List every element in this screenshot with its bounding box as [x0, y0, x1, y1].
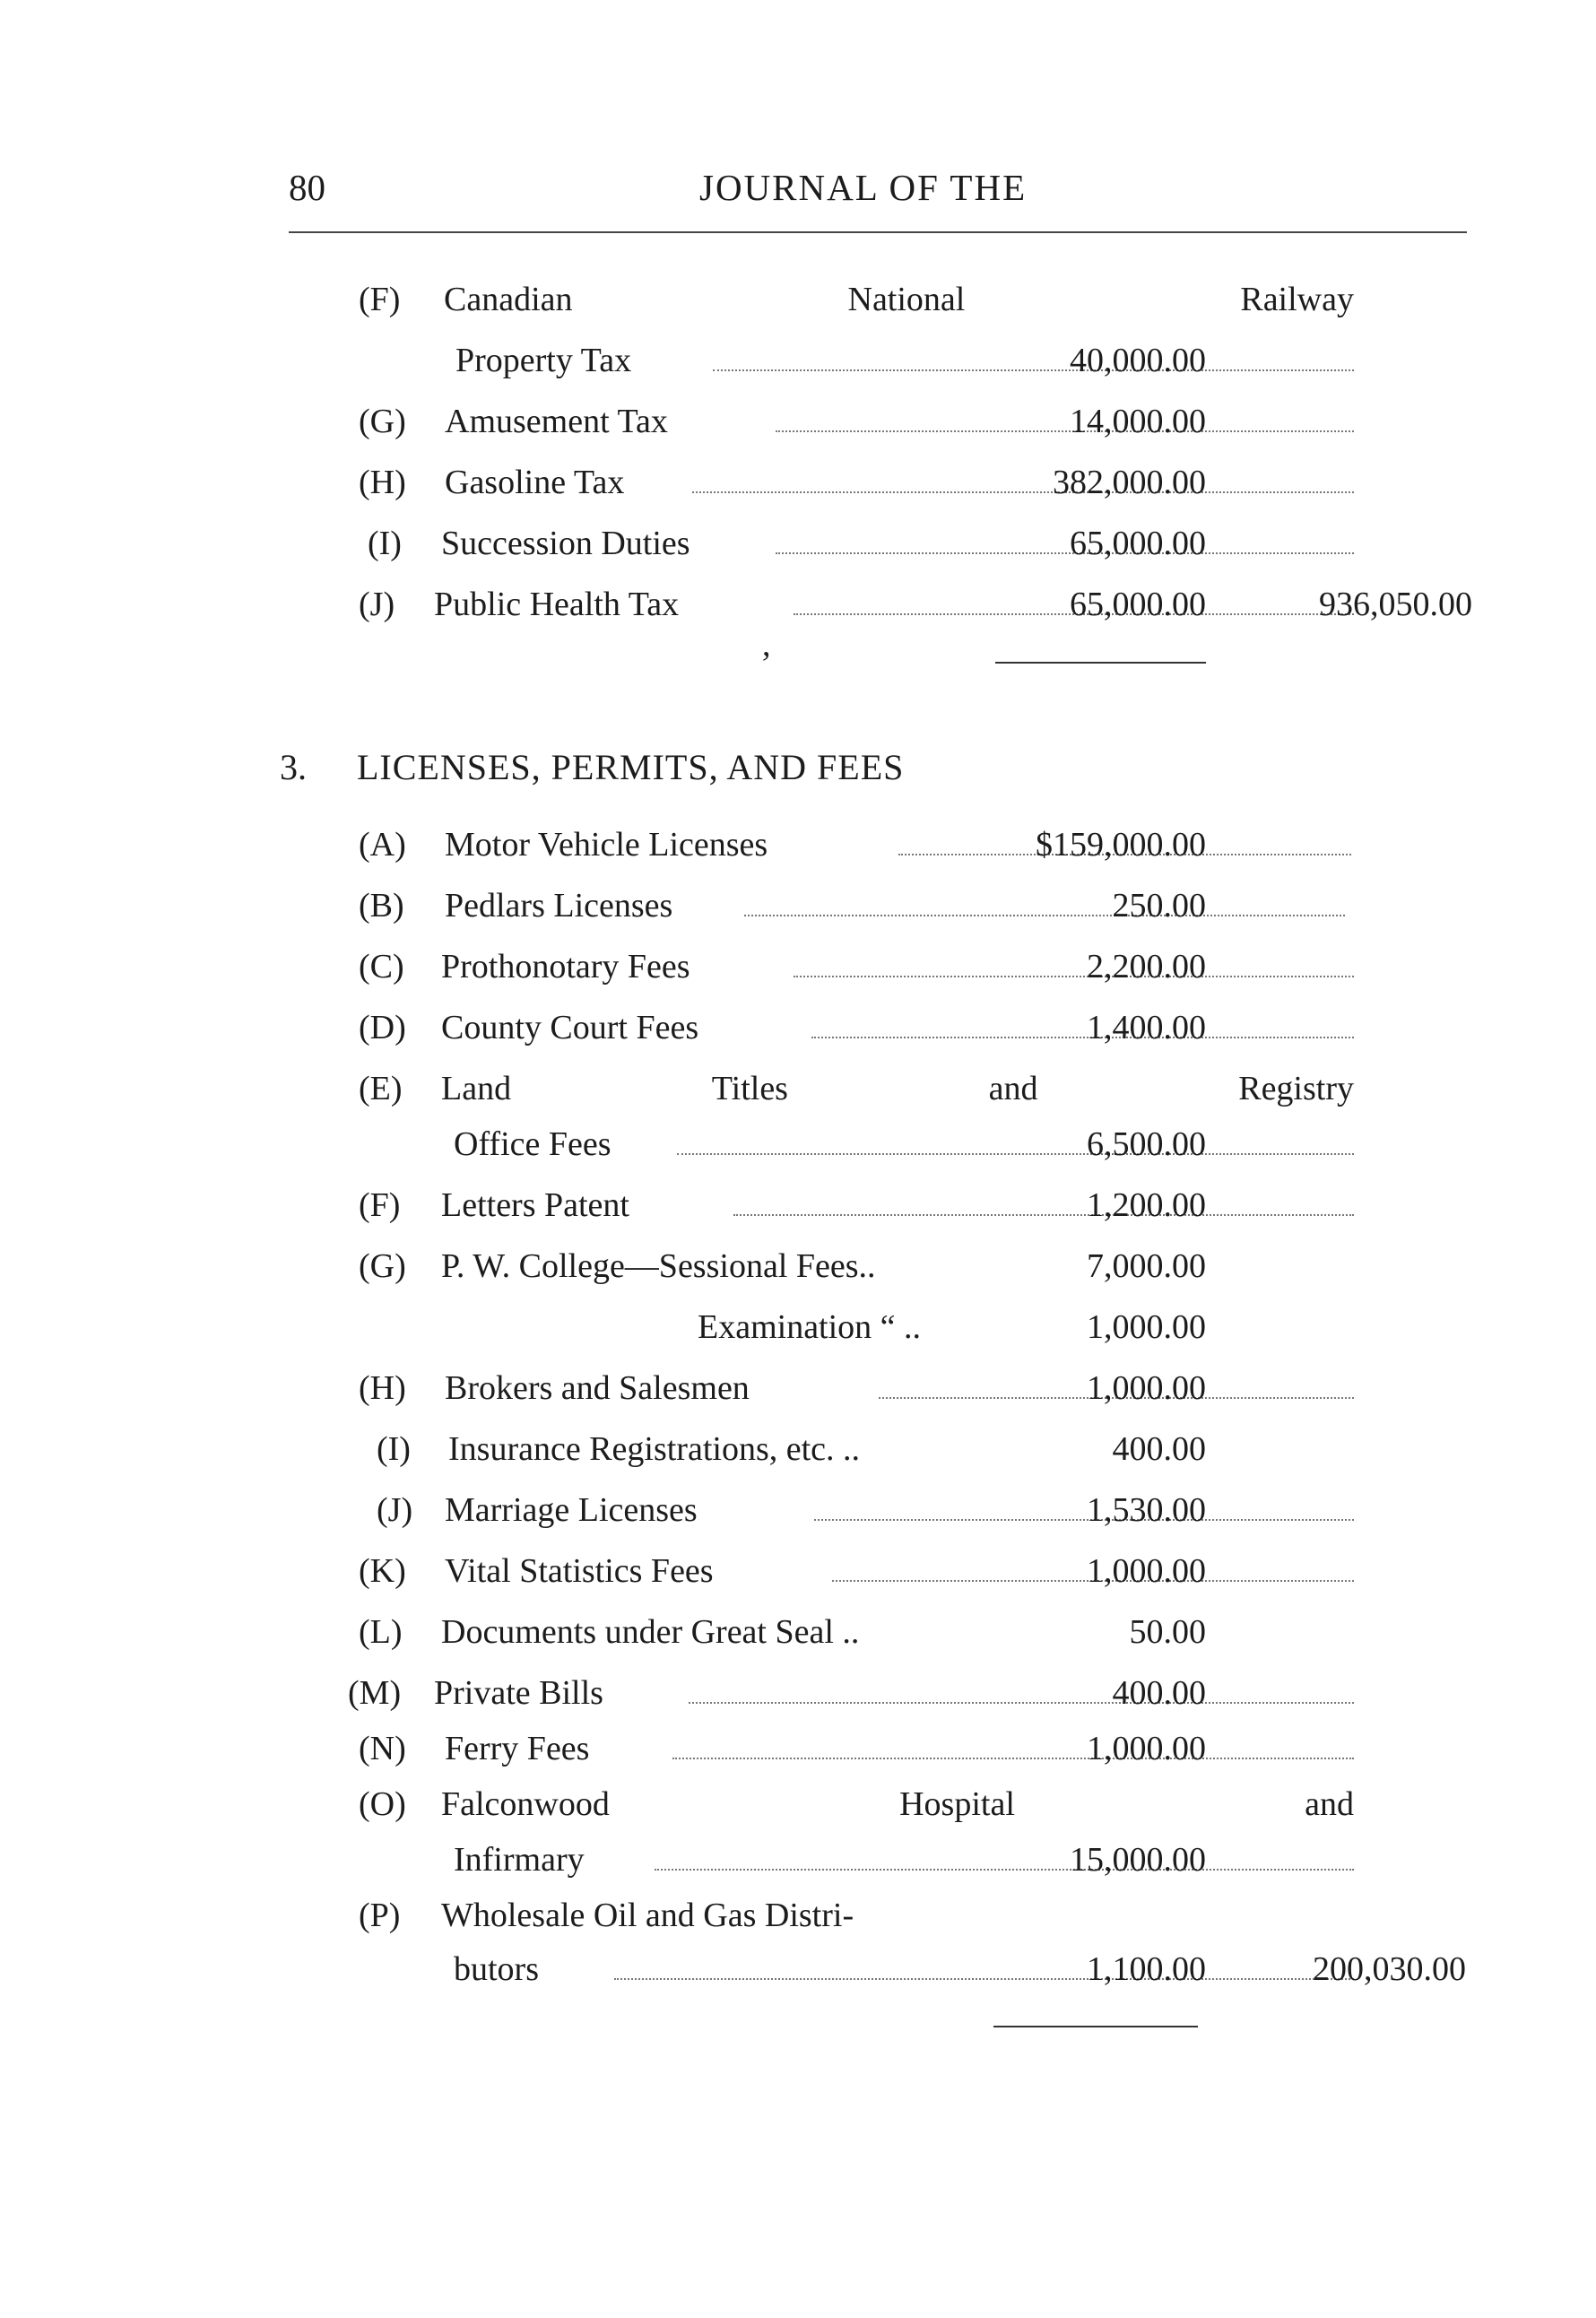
- license-item-e: [359, 1067, 1354, 1110]
- leader-dots: [744, 915, 1345, 916]
- item-description: County Court Fees: [441, 1009, 699, 1046]
- license-item-c: [359, 945, 1206, 988]
- item-label: (J): [359, 586, 395, 623]
- license-item-p: [359, 1894, 1206, 1937]
- item-description: Office Fees: [454, 1125, 612, 1163]
- item-amount: $159,000.00: [1036, 826, 1206, 864]
- section-total: 200,030.00: [1313, 1950, 1466, 1988]
- tax-item-g: [359, 400, 1206, 443]
- item-amount: 6,500.00: [1087, 1125, 1206, 1163]
- item-label: (I): [377, 1430, 411, 1468]
- item-amount: 1,000.00: [1087, 1308, 1206, 1346]
- license-item-n: [359, 1727, 1206, 1770]
- description-word: Land: [441, 1070, 512, 1107]
- item-label: (F): [359, 1186, 401, 1224]
- tax-item-f: [359, 278, 1354, 321]
- item-description: Motor Vehicle Licenses: [445, 826, 768, 864]
- description-word: Falconwood: [441, 1785, 610, 1823]
- item-amount: 1,000.00: [1087, 1730, 1206, 1767]
- item-label: (P): [359, 1897, 401, 1934]
- item-label: (O): [359, 1785, 406, 1823]
- leader-dots: [689, 1702, 1354, 1704]
- item-amount: 1,000.00: [1087, 1369, 1206, 1407]
- item-label: (B): [359, 887, 404, 925]
- item-amount: 250.00: [1112, 887, 1206, 925]
- item-description: Pedlars Licenses: [445, 887, 673, 925]
- item-description: Documents under Great Seal ..: [441, 1613, 860, 1651]
- license-item-m: [348, 1671, 1206, 1715]
- item-amount: 400.00: [1112, 1430, 1206, 1468]
- item-description: Private Bills: [434, 1674, 603, 1712]
- leader-dots: [814, 1519, 1354, 1521]
- description-word: Registry: [1238, 1070, 1354, 1107]
- license-item-b: [359, 884, 1206, 927]
- item-label: (G): [359, 403, 406, 440]
- item-amount: 65,000.00: [1070, 525, 1206, 562]
- item-description: Brokers and Salesmen: [445, 1369, 750, 1407]
- license-item-o-cont: [359, 1838, 1206, 1881]
- item-description: P. W. College—Sessional Fees..: [441, 1247, 876, 1285]
- item-description: Examination “ ..: [698, 1308, 922, 1346]
- item-label: (F): [359, 281, 401, 318]
- item-amount: 50.00: [1129, 1613, 1206, 1651]
- item-description: Vital Statistics Fees: [445, 1552, 714, 1590]
- item-description-line-1: [444, 278, 1354, 321]
- leader-dots: [794, 976, 1354, 977]
- license-item-a: [359, 823, 1206, 866]
- leader-dots: [811, 1037, 1354, 1038]
- item-description: Succession Duties: [441, 525, 690, 562]
- license-item-d: [359, 1006, 1206, 1049]
- item-amount: 15,000.00: [1070, 1841, 1206, 1879]
- item-label: (L): [359, 1613, 403, 1651]
- description-word: and: [988, 1070, 1038, 1107]
- running-head: JOURNAL OF THE: [699, 167, 1028, 208]
- section-number: 3.: [280, 747, 307, 787]
- description-word: Canadian: [444, 281, 573, 318]
- stray-comma: ,: [762, 626, 771, 664]
- item-description: Ferry Fees: [445, 1730, 590, 1767]
- item-label: (J): [377, 1491, 413, 1529]
- license-item-e-cont: [359, 1123, 1206, 1166]
- item-label: (E): [359, 1070, 403, 1107]
- item-description-line-1: [441, 1783, 1354, 1826]
- item-label: (H): [359, 464, 406, 501]
- item-amount: 1,400.00: [1087, 1009, 1206, 1046]
- license-item-j: [359, 1489, 1206, 1532]
- item-description: Gasoline Tax: [445, 464, 625, 501]
- leader-dots: [776, 430, 1354, 432]
- item-description: Prothonotary Fees: [441, 948, 690, 985]
- subtotal-rule: [995, 662, 1206, 664]
- item-amount: 14,000.00: [1070, 403, 1206, 440]
- license-item-l: [359, 1610, 1206, 1654]
- leader-dots: [672, 1758, 1354, 1759]
- item-description: Infirmary: [454, 1841, 585, 1879]
- page-number: 80: [289, 167, 325, 208]
- leader-dots: [776, 552, 1354, 554]
- item-amount: 1,200.00: [1087, 1186, 1206, 1224]
- license-item-k: [359, 1550, 1206, 1593]
- section-title: LICENSES, PERMITS, AND FEES: [357, 747, 905, 787]
- description-word: Titles: [711, 1070, 788, 1107]
- item-description: Public Health Tax: [434, 586, 680, 623]
- item-amount: 65,000.00: [1070, 586, 1206, 623]
- description-word: Hospital: [899, 1785, 1015, 1823]
- license-item-i: [359, 1428, 1206, 1471]
- description-word: National: [847, 281, 966, 318]
- item-description: Amusement Tax: [445, 403, 668, 440]
- description-word: and: [1305, 1785, 1354, 1823]
- license-item-f: [359, 1184, 1206, 1227]
- item-description: Wholesale Oil and Gas Distri-: [441, 1897, 854, 1934]
- license-item-o: [359, 1783, 1354, 1826]
- license-item-g: [359, 1245, 1206, 1288]
- item-label: (C): [359, 948, 404, 985]
- item-description: Insurance Registrations, etc. ..: [448, 1430, 861, 1468]
- leader-dots: [713, 369, 1354, 371]
- item-amount: 7,000.00: [1087, 1247, 1206, 1285]
- subtotal-rule: [993, 2026, 1198, 2027]
- tax-item-f-cont: [359, 339, 1206, 382]
- item-description: Letters Patent: [441, 1186, 629, 1224]
- item-description: Property Tax: [455, 342, 632, 379]
- item-label: (G): [359, 1247, 406, 1285]
- item-label: (K): [359, 1552, 406, 1590]
- tax-item-h: [359, 461, 1206, 504]
- item-label: (M): [348, 1674, 402, 1712]
- item-label: (A): [359, 826, 406, 864]
- item-label: (N): [359, 1730, 406, 1767]
- section-total: 936,050.00: [1319, 586, 1472, 623]
- license-item-g-2: [359, 1306, 1206, 1349]
- leader-dots: [677, 1153, 1354, 1155]
- license-item-p-cont: [359, 1948, 1206, 1991]
- item-label: (H): [359, 1369, 406, 1407]
- item-description: Marriage Licenses: [445, 1491, 698, 1529]
- item-amount: 1,530.00: [1087, 1491, 1206, 1529]
- leader-dots: [733, 1214, 1354, 1216]
- tax-item-j: [359, 583, 1206, 626]
- description-word: Railway: [1240, 281, 1354, 318]
- item-description-line-1: [441, 1067, 1354, 1110]
- leader-dots: [655, 1869, 1354, 1871]
- header-rule: [289, 231, 1467, 233]
- license-item-h: [359, 1367, 1206, 1410]
- item-amount: 2,200.00: [1087, 948, 1206, 985]
- item-amount: 382,000.00: [1053, 464, 1206, 501]
- item-description: butors: [454, 1950, 539, 1988]
- item-amount: 400.00: [1112, 1674, 1206, 1712]
- leader-dots: [692, 491, 1354, 493]
- item-amount: 1,000.00: [1087, 1552, 1206, 1590]
- tax-item-i: [359, 522, 1206, 565]
- item-amount: 1,100.00: [1087, 1950, 1206, 1988]
- item-label: (D): [359, 1009, 406, 1046]
- item-label: (I): [368, 525, 402, 562]
- item-amount: 40,000.00: [1070, 342, 1206, 379]
